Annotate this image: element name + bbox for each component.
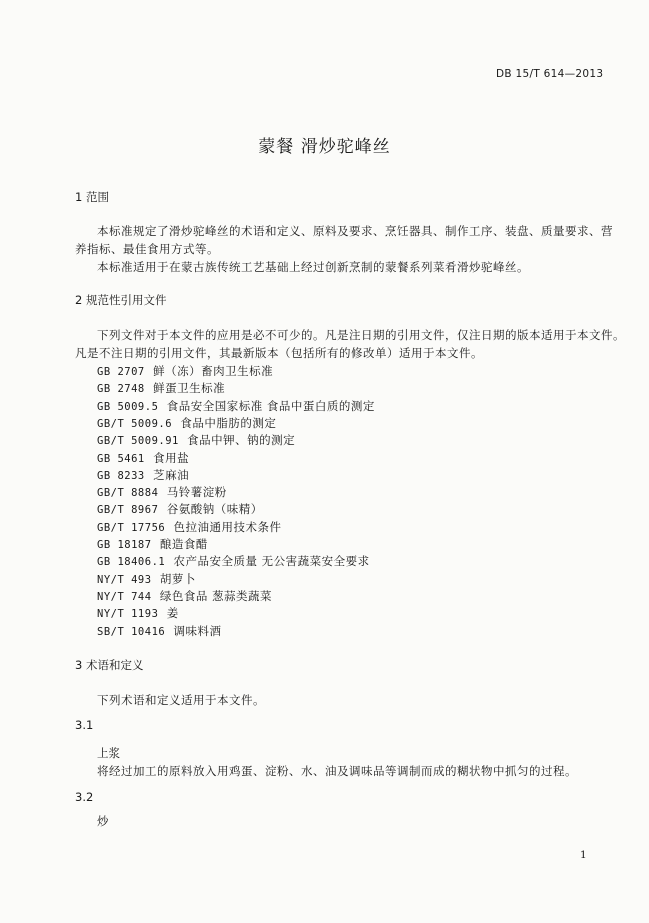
term-3-1-definition: 将经过加工的原料放入用鸡蛋、淀粉、水、油及调味品等调制而成的糊状物中抓匀的过程。 bbox=[97, 764, 577, 778]
reference-item bbox=[97, 605, 179, 621]
reference-title: 食品安全国家标准 食品中蛋白质的测定 bbox=[166, 398, 375, 413]
reference-title: 胡萝卜 bbox=[159, 571, 196, 586]
reference-code: GB 2748 bbox=[97, 383, 145, 396]
reference-title: 调味料酒 bbox=[173, 623, 222, 638]
page-number: 1 bbox=[580, 849, 587, 861]
reference-code: GB/T 17756 bbox=[97, 521, 166, 534]
reference-title: 食用盐 bbox=[153, 450, 190, 465]
section-3-heading: 3 术语和定义 bbox=[75, 658, 144, 672]
reference-item bbox=[97, 432, 295, 448]
reference-code: GB 8233 bbox=[97, 469, 145, 482]
reference-title: 鲜蛋卫生标准 bbox=[153, 381, 226, 396]
reference-code: GB/T 8967 bbox=[97, 504, 159, 517]
reference-item bbox=[97, 380, 225, 396]
reference-code: NY/T 1193 bbox=[97, 608, 159, 621]
reference-item bbox=[97, 467, 189, 483]
reference-code: GB 18187 bbox=[97, 539, 152, 551]
reference-item bbox=[97, 571, 196, 587]
reference-item bbox=[97, 363, 273, 379]
reference-item bbox=[97, 588, 272, 604]
term-3-2-name: 炒 bbox=[97, 814, 109, 828]
reference-item bbox=[97, 484, 227, 500]
reference-title: 酿造食醋 bbox=[159, 537, 208, 551]
reference-code: GB 5461 bbox=[97, 452, 145, 465]
reference-item bbox=[97, 501, 263, 517]
reference-item bbox=[97, 553, 370, 569]
reference-title: 鲜（冻）畜肉卫生标准 bbox=[153, 364, 274, 378]
reference-item bbox=[97, 519, 282, 535]
reference-code: GB 2707 bbox=[97, 366, 145, 378]
reference-code: SB/T 10416 bbox=[97, 625, 166, 638]
section-2-intro-line-1: 下列文件对于本文件的应用是必不可少的。凡是注日期的引用文件，仅注日期的版本适用于本文件。 bbox=[97, 328, 625, 342]
reference-title: 食品中钾、钠的测定 bbox=[187, 433, 296, 448]
section-1-paragraph-2: 本标准适用于在蒙古族传统工艺基础上经过创新烹制的蒙餐系列菜肴滑炒驼峰丝。 bbox=[97, 260, 529, 274]
reference-item bbox=[97, 415, 276, 431]
reference-title: 农产品安全质量 无公害蔬菜安全要求 bbox=[173, 554, 370, 569]
term-3-1-number: 3.1 bbox=[75, 718, 94, 732]
reference-code: GB/T 5009.91 bbox=[97, 435, 179, 448]
reference-item bbox=[97, 623, 222, 639]
reference-title: 芝麻油 bbox=[153, 467, 190, 482]
term-3-1-name: 上浆 bbox=[97, 746, 120, 760]
reference-title: 马铃薯淀粉 bbox=[166, 485, 227, 500]
reference-code: NY/T 493 bbox=[97, 573, 152, 586]
reference-title: 食品中脂肪的测定 bbox=[180, 415, 277, 430]
section-2-intro-line-2: 凡是不注日期的引用文件，其最新版本（包括所有的修改单）适用于本文件。 bbox=[75, 346, 483, 360]
reference-title: 姜 bbox=[166, 606, 179, 621]
reference-item bbox=[97, 536, 208, 552]
section-1-paragraph-1-line-1: 本标准规定了滑炒驼峰丝的术语和定义、原料及要求、烹饪器具、制作工序、装盘、质量要求、营 bbox=[97, 224, 613, 238]
reference-code: GB/T 8884 bbox=[97, 487, 159, 500]
reference-title: 色拉油通用技术条件 bbox=[173, 519, 282, 534]
section-1-heading: 1 范围 bbox=[75, 190, 109, 204]
reference-code: GB/T 5009.6 bbox=[97, 417, 173, 430]
section-3-intro: 下列术语和定义适用于本文件。 bbox=[97, 693, 265, 707]
reference-code: NY/T 744 bbox=[97, 590, 152, 603]
reference-title: 谷氨酸钠（味精） bbox=[166, 502, 263, 517]
reference-item bbox=[97, 450, 189, 466]
reference-title: 绿色食品 葱蒜类蔬菜 bbox=[159, 588, 273, 603]
document-number: DB 15/T 614—2013 bbox=[496, 68, 604, 80]
reference-code: GB 18406.1 bbox=[97, 556, 166, 569]
reference-code: GB 5009.5 bbox=[97, 400, 159, 413]
section-2-heading: 2 规范性引用文件 bbox=[75, 293, 167, 307]
reference-item bbox=[97, 398, 375, 414]
term-3-2-number: 3.2 bbox=[75, 790, 94, 804]
document-title: 蒙餐 滑炒驼峰丝 bbox=[258, 137, 391, 157]
section-1-paragraph-1-line-2: 养指标、最佳食用方式等。 bbox=[75, 242, 219, 256]
